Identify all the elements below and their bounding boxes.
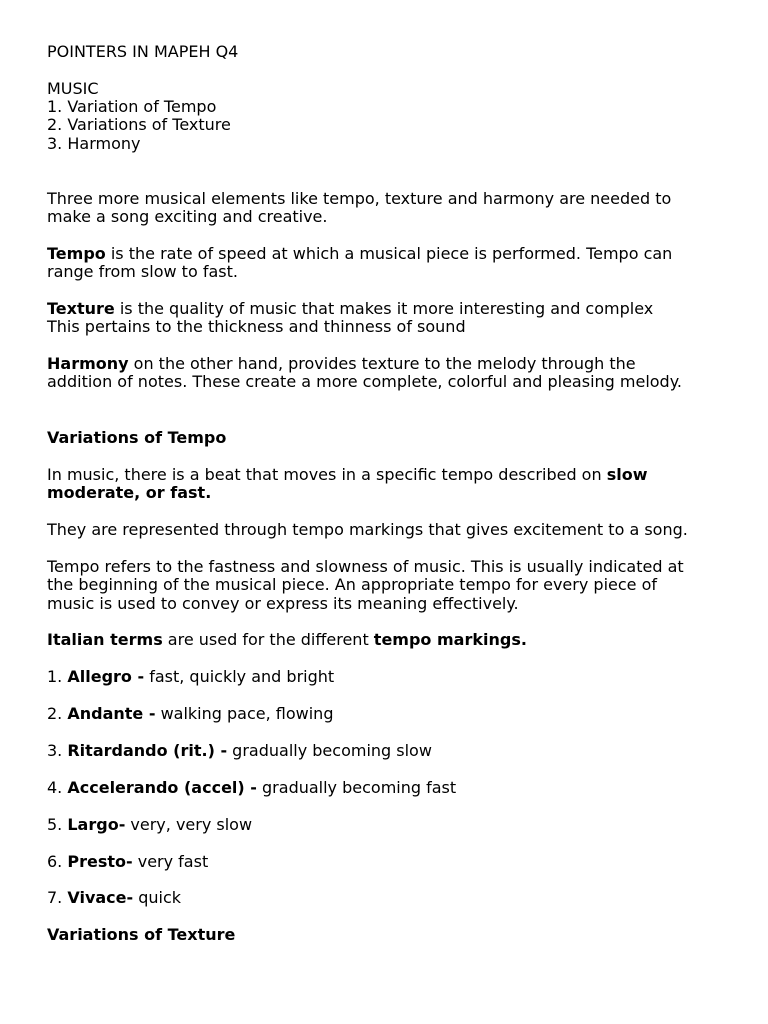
item-number: 7. — [47, 888, 68, 907]
term-name: Andante - — [67, 704, 156, 723]
tempo-term-item — [47, 889, 747, 907]
item-number: 5. — [47, 815, 68, 834]
term-tempo: Tempo — [47, 244, 106, 263]
bold-text: slow — [606, 465, 648, 484]
paragraph-line: the beginning of the musical piece. An appropriate tempo for every piece of — [47, 575, 657, 595]
term-texture: Texture — [47, 299, 115, 318]
paragraph-text: In music, there is a beat that moves in a specific tempo described on — [47, 465, 607, 484]
paragraph-line: This pertains to the thickness and thinness of sound — [47, 317, 466, 337]
term-description: very, very slow — [125, 815, 253, 834]
bold-text: tempo markings. — [373, 630, 527, 649]
tempo-term-item — [47, 668, 747, 686]
term-harmony: Harmony — [47, 354, 129, 373]
item-number: 2. — [47, 704, 68, 723]
item-number: 3. — [47, 741, 68, 760]
term-description: quick — [133, 888, 182, 907]
paragraph-line: music is used to convey or express its meaning effectively. — [47, 593, 519, 613]
tempo-term-item — [47, 705, 747, 723]
topic-list-item: 2. Variations of Texture — [47, 115, 231, 134]
document-title: POINTERS IN MAPEH Q4 — [47, 42, 239, 61]
definition-text: on the other hand, provides texture to the melody through the — [128, 354, 636, 373]
definition-text: is the quality of music that makes it more interesting and complex — [114, 299, 654, 318]
paragraph-line — [47, 300, 747, 318]
topic-list-item: 3. Harmony — [47, 134, 141, 153]
paragraph-line — [47, 484, 747, 502]
tempo-term-item — [47, 742, 747, 760]
bold-text: moderate, or fast. — [47, 483, 212, 503]
term-description: gradually becoming fast — [256, 778, 457, 797]
term-description: walking pace, flowing — [155, 704, 334, 723]
paragraph-line — [47, 355, 747, 373]
section-heading-variations-texture — [47, 926, 747, 944]
term-description: very fast — [132, 852, 209, 871]
paragraph-line: Three more musical elements like tempo, texture and harmony are needed to — [47, 189, 672, 208]
bold-text: Italian terms — [47, 630, 163, 649]
item-number: 6. — [47, 852, 68, 871]
heading-text: Variations of Tempo — [47, 428, 227, 447]
harmony-definition — [47, 355, 747, 392]
tempo-term-item — [47, 853, 747, 871]
italian-terms-paragraph — [47, 631, 747, 649]
markings-paragraph: They are represented through tempo markings that gives excitement to a song. — [47, 520, 688, 539]
term-name: Largo- — [67, 815, 126, 834]
paragraph-line: Tempo refers to the fastness and slowness of music. This is usually indicated at — [47, 557, 684, 576]
term-name: Ritardando (rit.) - — [67, 741, 228, 760]
texture-definition — [47, 300, 747, 337]
term-name: Accelerando (accel) - — [67, 778, 257, 797]
section-heading-variations-tempo — [47, 429, 747, 447]
tempo-term-item — [47, 816, 747, 834]
term-description: fast, quickly and bright — [144, 667, 335, 686]
music-heading: MUSIC — [47, 79, 99, 98]
paragraph-line: make a song exciting and creative. — [47, 207, 328, 227]
paragraph-line — [47, 245, 747, 263]
term-name: Vivace- — [67, 888, 134, 907]
paragraph-line — [47, 466, 747, 484]
tempo-definition — [47, 245, 747, 282]
tempo-refers-paragraph — [47, 558, 747, 613]
topic-list-item: 1. Variation of Tempo — [47, 97, 217, 116]
paragraph-line: addition of notes. These create a more complete, colorful and pleasing melody. — [47, 372, 682, 392]
tempo-term-item — [47, 779, 747, 797]
intro-paragraph — [47, 190, 747, 227]
item-number: 1. — [47, 667, 68, 686]
term-name: Presto- — [67, 852, 133, 871]
term-description: gradually becoming slow — [227, 741, 432, 760]
paragraph-text: are used for the different — [162, 630, 374, 649]
beat-paragraph — [47, 466, 747, 503]
item-number: 4. — [47, 778, 68, 797]
definition-text: is the rate of speed at which a musical piece is performed. Tempo can — [105, 244, 673, 263]
paragraph-line: range from slow to fast. — [47, 262, 238, 282]
heading-text: Variations of Texture — [47, 925, 236, 944]
term-name: Allegro - — [67, 667, 145, 686]
